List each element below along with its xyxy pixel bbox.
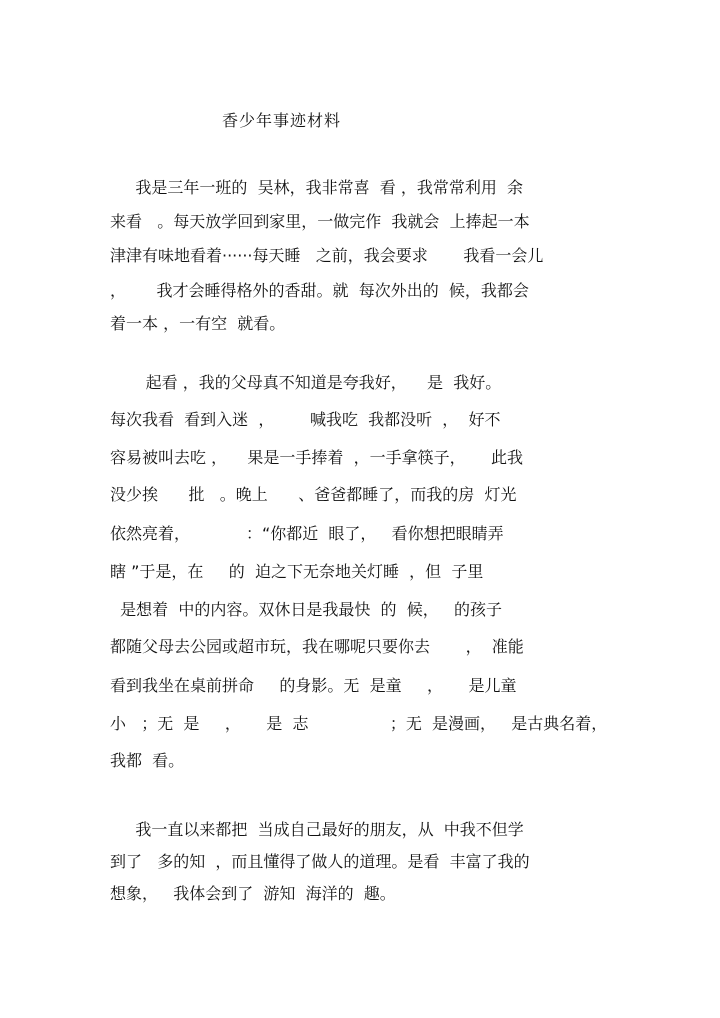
paragraph-3-line-1: 我一直以来都把 当成自己最好的朋友，从 中我不但学	[110, 820, 524, 839]
paragraph-3-line-2: 到了 多的知 ，而且懂得了做人的道理。是看 丰富了我的	[110, 852, 530, 871]
paragraph-1-line-1: 我是三年一班的 吴林，我非常喜 看 ，我常常利用 余	[110, 178, 524, 197]
paragraph-2-line-11: 我都 看。	[110, 751, 185, 770]
paragraph-2-line-8: 都随父母去公园或超市玩，我在哪呢只要你去 ， 准能	[110, 637, 524, 656]
paragraph-2-line-7: 是想着 中的内容。双休日是我最快 的 候， 的孩子	[110, 600, 502, 619]
paragraph-2-line-2: 每次我看 看到入迷 ， 喊我吃 我都没听 ， 好不	[110, 410, 501, 429]
paragraph-2-line-6: 瞎 ”于是，在 的 迫之下无奈地关灯睡 ，但 子里	[110, 562, 484, 581]
paragraph-2-line-5: 依然亮着， ：“你都近 眼了， 看你想把眼睛弄	[110, 524, 504, 543]
paragraph-2-line-4: 没少挨 批 。晚上 、爸爸都睡了，而我的房 灯光	[110, 485, 517, 504]
paragraph-3-line-3: 想象， 我体会到了 游知 海洋的 趣。	[110, 884, 396, 903]
paragraph-1-line-3: 津津有味地看着······每天睡 之前，我会要求 我看一会儿	[110, 246, 544, 265]
paragraph-2-line-10: 小 ；无 是 ， 是 志 ；无 是漫画， 是古典名着，	[110, 714, 608, 733]
paragraph-2-line-1: 起看 ，我的父母真不知道是夸我好， 是 我好。	[110, 373, 502, 392]
paragraph-1-line-5: 着一本 ，一有空 就看。	[110, 314, 286, 333]
paragraph-1-line-2: 来看 。每天放学回到家里，一做完作 我就会 上捧起一本	[110, 212, 530, 231]
document-title: 香少年事迹材料	[222, 111, 342, 130]
paragraph-2-line-3: 容易被叫去吃 ， 果是一手捧着 ，一手拿筷子， 此我	[110, 448, 524, 467]
paragraph-2-line-9: 看到我坐在桌前拼命 的身影。无 是童 ， 是儿童	[110, 676, 517, 695]
paragraph-1-line-4: ， 我才会睡得格外的香甜。就 每次外出的 候，我都会	[110, 281, 529, 300]
